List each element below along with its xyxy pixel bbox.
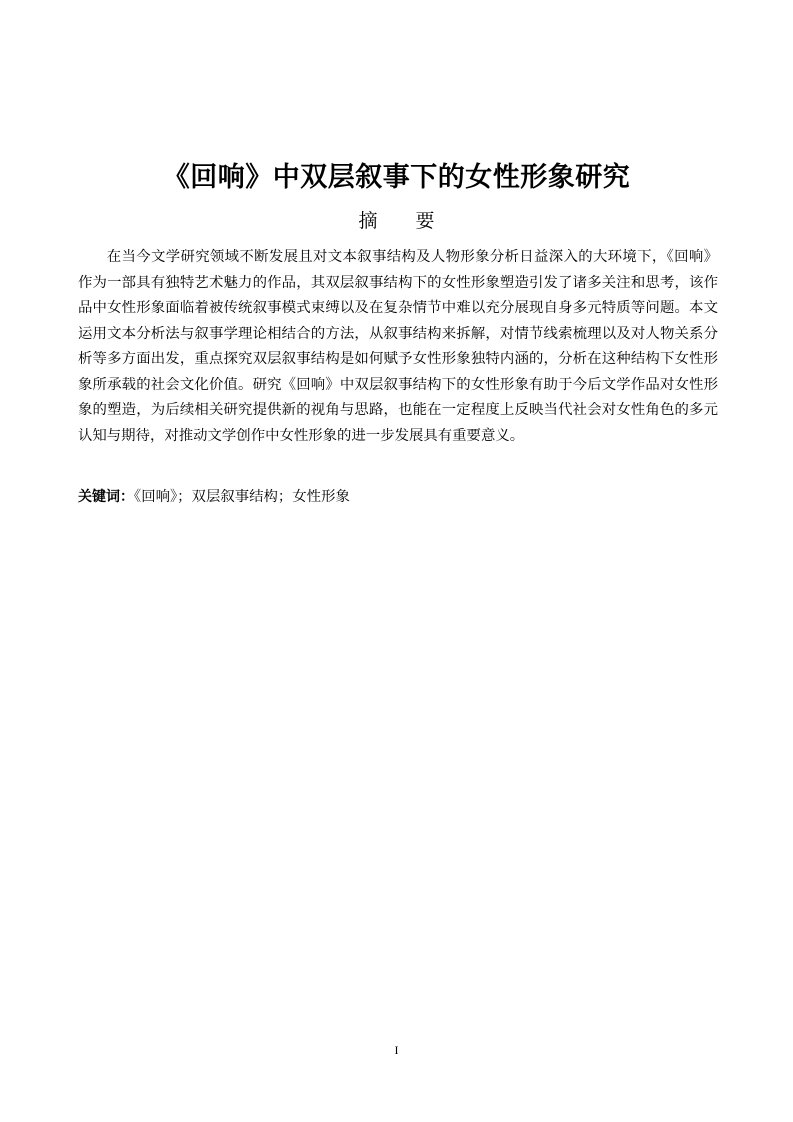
page-number: I — [394, 1043, 399, 1057]
keywords-line — [78, 485, 718, 511]
abstract-heading — [0, 206, 793, 236]
keywords-text: 《回响》；双层叙事结构；女性形象 — [134, 489, 350, 505]
page-title: 《回响》中双层叙事下的女性形象研究 — [162, 162, 631, 194]
abstract-heading-char-2: 要 — [415, 210, 435, 232]
keywords-label: 关键词： — [78, 489, 134, 505]
abstract-body: 在当今文学研究领域不断发展且对文本叙事结构及人物形象分析日益深入的大环境下，《回响》作为一部具有独特艺术魅力的作品，其双层叙事结构下的女性形象塑造引发了诸多关注和思考，该作品中女性形象面临着被传统叙事模式束缚以及在复杂情节中难以充分展现自身多元特质等问题。本文运用文本分析法与叙事学理论相结合的方法，从叙事结构来拆解，对情节线索梳理以及对人物关系分析等多方面出发，重点探究双层叙事结构是如何赋予女性形象独特内涵的，分析在这种结构下女性形象所承载的社会文化价值。研究《回响》中双层叙事结构下的女性形象有助于今后文学作品对女性形象的塑造，为后续相关研究提供新的视角与思路，也能在一定程度上反映当代社会对女性角色的多元认知与期待，对推动文学创作中女性形象的进一步发展具有重要意义。 — [78, 249, 718, 444]
abstract-heading-char-1: 摘 — [358, 210, 378, 232]
